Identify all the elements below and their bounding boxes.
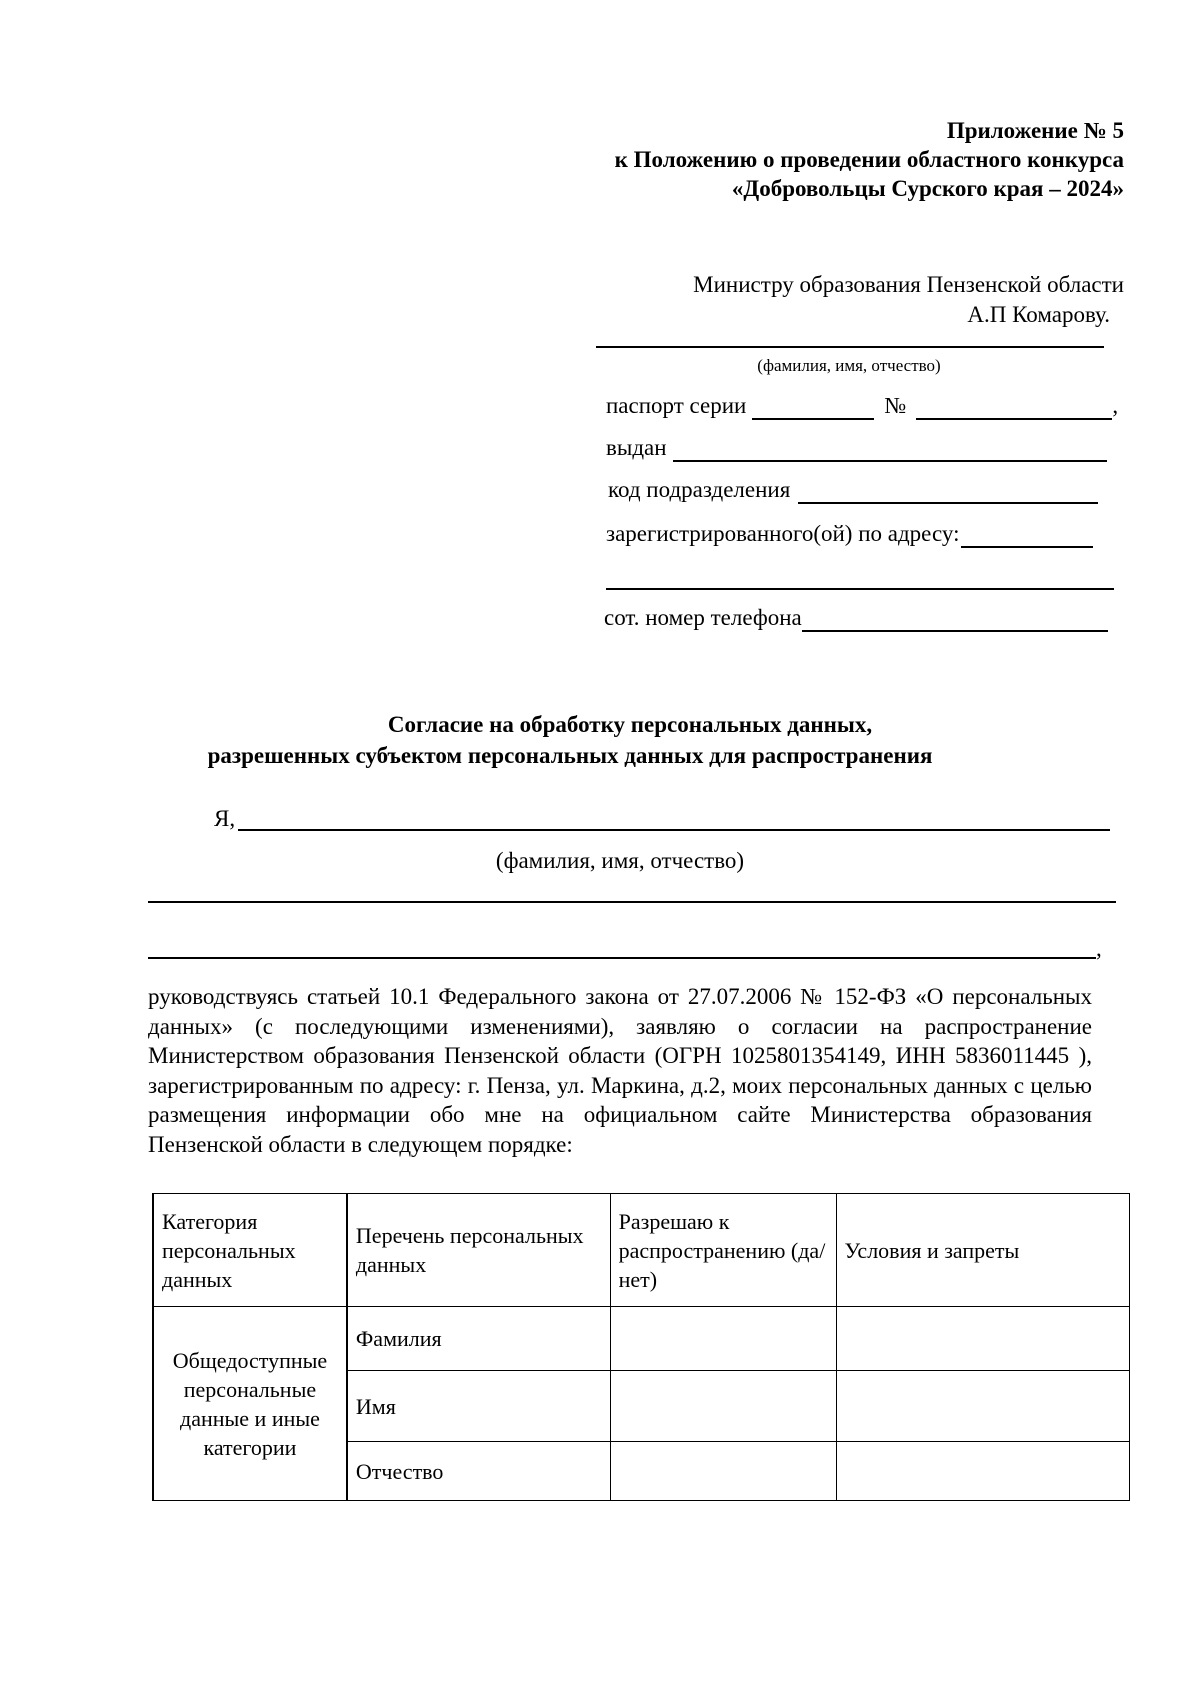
appendix-contest-name: «Добровольцы Сурского края – 2024»	[731, 176, 1124, 201]
row-conditions-patronymic[interactable]	[836, 1442, 1130, 1501]
appendix-regulation: к Положению о проведении областного конкурса	[614, 147, 1124, 172]
declarant-fio-field[interactable]	[238, 829, 1110, 831]
header-permission: Разрешаю к распространению (да/нет)	[610, 1194, 836, 1307]
declarant-comma: ,	[1096, 936, 1102, 961]
declarant-extra-field-2[interactable]	[148, 957, 1096, 959]
passport-comma: ,	[1112, 393, 1119, 418]
declarant-prefix: Я,	[214, 806, 236, 831]
division-code-field[interactable]	[798, 480, 1098, 504]
issued-label: выдан	[606, 435, 667, 460]
registered-address-field[interactable]	[961, 524, 1093, 548]
declarant-fio-caption: (фамилия, имя, отчество)	[495, 848, 745, 873]
phone-field[interactable]	[802, 608, 1108, 632]
row-conditions-name[interactable]	[836, 1371, 1130, 1442]
row-item-patronymic: Отчество	[347, 1442, 610, 1501]
phone-label: сот. номер телефона	[604, 605, 802, 630]
registered-address-label: зарегистрированного(ой) по адресу:	[606, 521, 960, 546]
division-code-label: код подразделения	[608, 477, 791, 502]
row-permission-patronymic[interactable]	[610, 1442, 836, 1501]
appendix-number: Приложение № 5	[946, 118, 1124, 143]
applicant-fio-caption: (фамилия, имя, отчество)	[757, 356, 941, 375]
addressee-name: А.П Комарову.	[967, 302, 1110, 327]
row-item-surname: Фамилия	[347, 1307, 610, 1371]
appendix-header	[615, 116, 1124, 203]
consent-table	[152, 1193, 1130, 1501]
registered-address-field-2[interactable]	[606, 588, 1114, 590]
table-header-row	[153, 1194, 1130, 1307]
category-cell: Общедоступные персональные данные и иные категории	[153, 1307, 347, 1501]
applicant-fio-field[interactable]	[596, 346, 1104, 348]
row-permission-name[interactable]	[610, 1371, 836, 1442]
title-line-1: Согласие на обработку персональных данных,	[387, 712, 873, 737]
table-row	[153, 1307, 1130, 1371]
division-code-line	[608, 476, 1098, 504]
issued-line	[606, 434, 1107, 462]
header-conditions: Условия и запреты	[836, 1194, 1130, 1307]
passport-number-label: №	[884, 393, 907, 418]
row-conditions-surname[interactable]	[836, 1307, 1130, 1371]
addressee-position: Министру образования Пензенской области	[693, 272, 1124, 297]
row-item-name: Имя	[347, 1371, 610, 1442]
passport-series-field[interactable]	[752, 396, 874, 420]
phone-line	[604, 604, 1108, 632]
title-line-2: разрешенных субъектом персональных данных для распространения	[207, 743, 933, 768]
passport-number-field[interactable]	[916, 396, 1112, 420]
issued-field[interactable]	[673, 438, 1107, 462]
row-permission-surname[interactable]	[610, 1307, 836, 1371]
registered-address-line	[606, 520, 1093, 548]
consent-body-text: руководствуясь статьей 10.1 Федерального закона от 27.07.2006 № 152-ФЗ «О персональных данных» (с последующими изменениями), заявляю о согласии на распространение Министерством образования Пензенской области (ОГРН 1025801354149, ИНН 5836011445 ), зарегистрированным по адресу: г. Пенза, ул. Маркина, д.2, моих персональных данных с целью размещения информации обо мне на официальном сайте Министерства образования Пензенской области в следующем порядке:	[148, 984, 1092, 1157]
declarant-extra-field-1[interactable]	[148, 901, 1116, 903]
addressee-block	[693, 270, 1124, 330]
document-title	[160, 709, 1060, 771]
passport-series-label: паспорт серии	[606, 393, 747, 418]
header-list: Перечень персональных данных	[347, 1194, 610, 1307]
passport-line	[606, 392, 1118, 420]
header-category: Категория персональных данных	[153, 1194, 347, 1307]
